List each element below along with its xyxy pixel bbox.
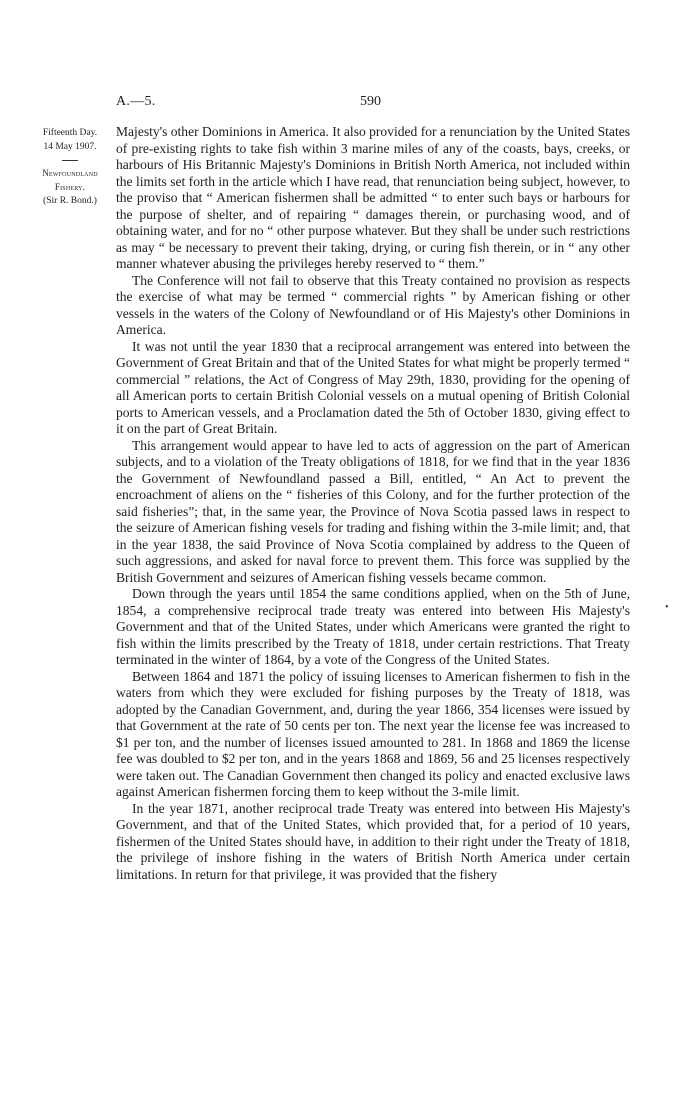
page-number: 590 [360, 94, 381, 109]
paragraph: It was not until the year 1830 that a reciprocal arrangement was entered into between the Government of Great Britain and that of the United States for what might be properly termed “ commercial ” relations, the Act of Congress of May 29th, 1830, providing for the opening of all American ports to certain British Colonial vessels on a mutual opening of British Colonial ports to American vessels, and a Proclamation dated the 5th of October 1830, giving effect to it on the part of Great Britain. [116, 338, 630, 436]
margin-subject-line1: Newfoundland [42, 168, 98, 178]
paragraph: This arrangement would appear to have led to acts of aggression on the part of American subjects, and to a violation of the Treaty obligations of 1818, for we find that in the year 1836 the Government of Newfoundland passed a Bill, entitled, “ An Act to prevent the encroachment of aliens on the “ fisheries of this Colony, and for the further protection of the said fisheries”; that, in the same year, the Province of Nova Scotia passed laws in respect to the seizure of American fishing vesels for trading and fishing within the 3-mile limit; and, that in the year 1838, the said Province of Nova Scotia complained by address to the Queen of such aggressions, and asked for naval force to prevent them. This force was supplied by the British Government and seizures of American fishing vessels became common. [116, 437, 630, 585]
margin-date: 14 May 1907. [43, 142, 97, 152]
stray-ink-mark: • [665, 602, 669, 613]
margin-day: Fifteenth Day. [42, 128, 98, 138]
margin-note [30, 126, 110, 208]
document-reference: A.—5. [116, 94, 156, 109]
paragraph: The Conference will not fail to observe that this Treaty contained no provision as respects the exercise of what may be termed “ commercial rights ” by American fishing or other vessels in the waters of the Colony of Newfoundland or of His Majesty's other Dominions in America. [116, 272, 630, 337]
page-header [116, 94, 630, 116]
margin-divider [62, 160, 78, 161]
paragraph: Majesty's other Dominions in America. It also provided for a renunciation by the United States of pre-existing rights to take fish within 3 marine miles of any of the coasts, bays, creeks, or harbours of His Britannic Majesty's Dominions in British North America, not included within the limits set forth in the article which I have read, that renunciation being subject, however, to the proviso that “ American fishermen shall be admitted “ to enter such bays or harbours for the purpose of shelter, and of repairing “ damages therein, or purchasing wood, and of obtaining water, and for no “ other purpose whatever. But they shall be under such restrictions as may “ be necessary to prevent their taking, drying, or curing fish therein, or in “ any other manner whatever abusing the privileges hereby reserved to “ them.” [116, 124, 630, 271]
margin-speaker: (Sir R. Bond.) [43, 196, 97, 206]
body-text [116, 124, 630, 883]
margin-subject-line2: Fishery. [54, 182, 86, 192]
paragraph: In the year 1871, another reciprocal trade Treaty was entered into between His Majesty's Government, and that of the United States, which provided that, for a period of 10 years, fishermen of the United States should have, in addition to their right under the Treaty of 1818, the privilege of inshore fishing in the waters of British North America under certain limitations. In return for that privilege, it was provided that the fishery [116, 800, 630, 882]
paragraph: Down through the years until 1854 the same conditions applied, when on the 5th of June, 1854, a comprehensive reciprocal trade treaty was entered into between His Majesty's Government and that of the United States, under which Americans were granted the right to fish within the limits prescribed by the Treaty of 1818, under certain restrictions. That Treaty terminated in the winter of 1864, by a vote of the Congress of the United States. [116, 586, 630, 667]
paragraph: Between 1864 and 1871 the policy of issuing licenses to American fishermen to fish in the waters from which they were excluded for fishing purposes by the Treaty of 1818, was adopted by the Canadian Government, and, during the year 1866, 354 licenses were issued by that Government at the rate of 50 cents per ton. The next year the license fee was increased to $1 per ton, and the number of licenses issued amounted to 281. In 1868 and 1869 the license fee was doubled to $2 per ton, and in the years 1868 and 1869, 56 and 25 licenses respectively were taken out. The Canadian Government then changed its policy and enacted exclusive laws against American fishermen forcing them to keep without the 3-mile limit. [116, 668, 630, 799]
